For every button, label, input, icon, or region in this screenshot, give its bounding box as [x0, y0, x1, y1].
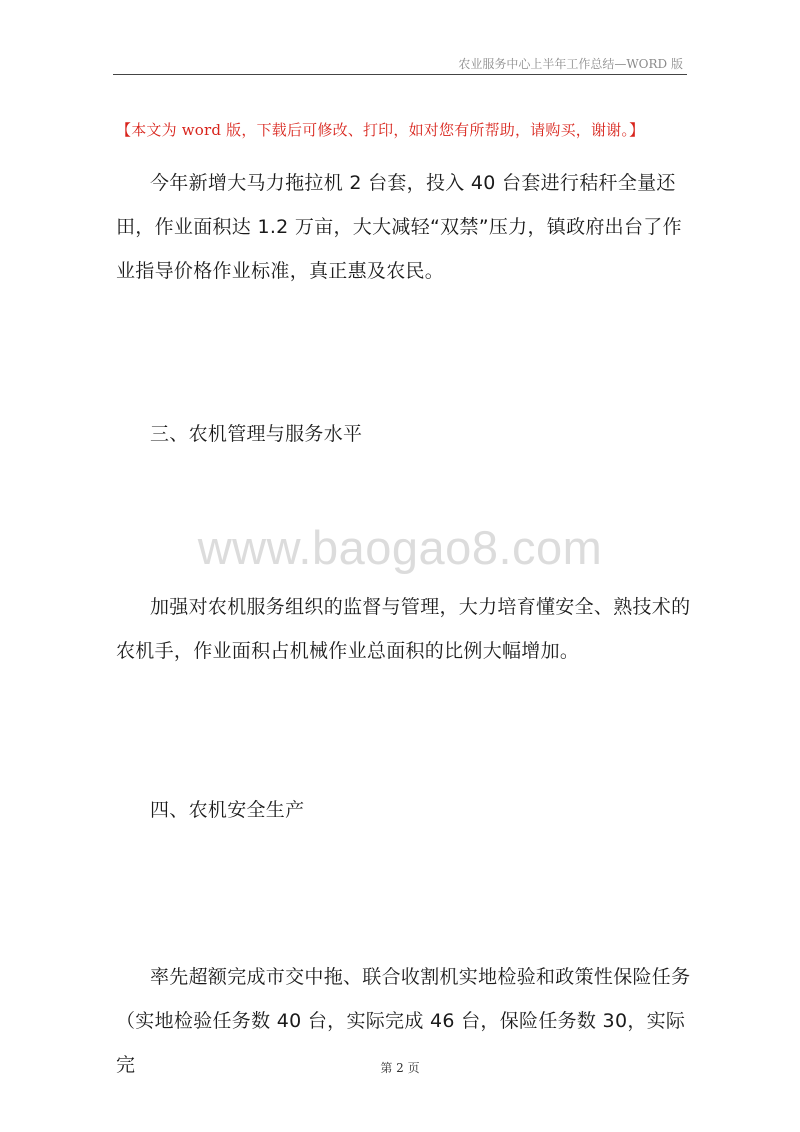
running-header: 农业服务中心上半年工作总结—WORD 版 — [458, 57, 683, 71]
section-heading: 四、农机安全生产 — [150, 799, 305, 821]
body-paragraph: 率先超额完成市交中拖、联合收割机实地检验和政策性保险任务（实地检验任务数 40 台，实际完成 46 台，保险任务数 30，实际完 — [116, 966, 691, 1076]
watermark: www.baogao8.com — [197, 521, 603, 574]
body-paragraph: 加强对农机服务组织的监督与管理，大力培育懂安全、熟技术的农机手，作业面积占机械作业总面积的比例大幅增加。 — [116, 596, 691, 662]
header-rule — [113, 74, 687, 75]
page-number: 第 2 页 — [380, 1061, 420, 1075]
body-paragraph: 今年新增大马力拖拉机 2 台套，投入 40 台套进行秸秆全量还田，作业面积达 1.2 万亩，大大减轻“双禁”压力，镇政府出台了作业指导价格作业标准，真正惠及农民。 — [116, 172, 682, 282]
section-heading: 三、农机管理与服务水平 — [150, 423, 363, 445]
purchase-notice: 【本文为 word 版，下载后可修改、打印，如对您有所帮助，请购买，谢谢。】 — [116, 121, 645, 139]
